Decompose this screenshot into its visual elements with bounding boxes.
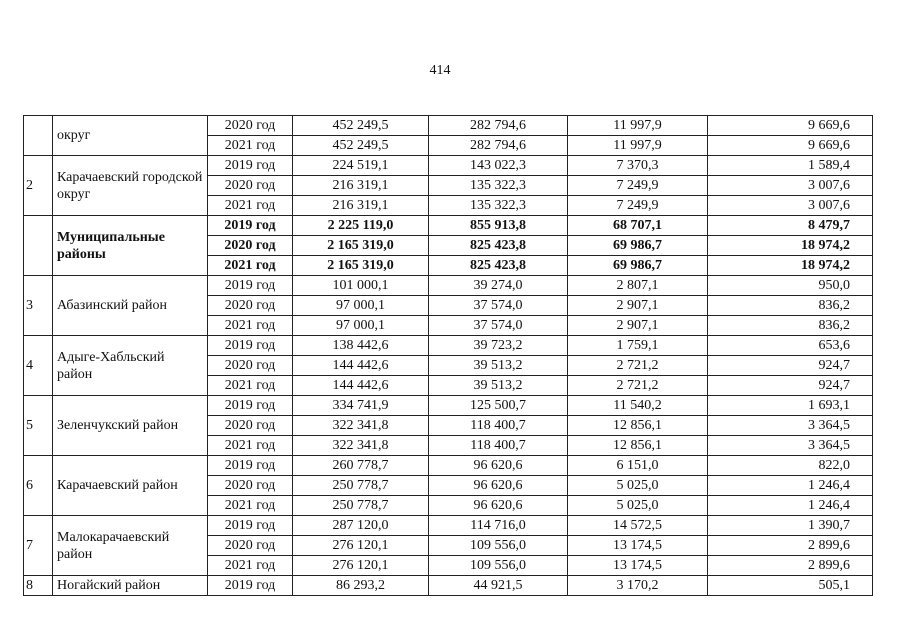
value-cell-1: 276 120,1 <box>293 536 429 556</box>
row-number-cell: 7 <box>24 516 53 576</box>
district-name-cell: Карачаевский район <box>53 456 208 516</box>
year-cell: 2019 год <box>208 156 293 176</box>
value-cell-3: 7 249,9 <box>568 196 708 216</box>
value-cell-4: 8 479,7 <box>708 216 873 236</box>
value-cell-2: 96 620,6 <box>429 496 568 516</box>
value-cell-4: 1 693,1 <box>708 396 873 416</box>
row-number-cell <box>24 116 53 156</box>
district-name-cell: Ногайский район <box>53 576 208 596</box>
value-cell-4: 924,7 <box>708 356 873 376</box>
row-number-cell: 4 <box>24 336 53 396</box>
table-row <box>24 456 873 476</box>
value-cell-1: 2 225 119,0 <box>293 216 429 236</box>
value-cell-1: 322 341,8 <box>293 436 429 456</box>
year-cell: 2020 год <box>208 356 293 376</box>
value-cell-4: 950,0 <box>708 276 873 296</box>
year-cell: 2021 год <box>208 196 293 216</box>
value-cell-1: 260 778,7 <box>293 456 429 476</box>
value-cell-2: 825 423,8 <box>429 236 568 256</box>
year-cell: 2020 год <box>208 236 293 256</box>
value-cell-1: 452 249,5 <box>293 136 429 156</box>
value-cell-1: 216 319,1 <box>293 176 429 196</box>
table-row <box>24 336 873 356</box>
year-cell: 2019 год <box>208 576 293 596</box>
value-cell-2: 96 620,6 <box>429 476 568 496</box>
value-cell-4: 3 364,5 <box>708 416 873 436</box>
value-cell-2: 118 400,7 <box>429 436 568 456</box>
value-cell-4: 9 669,6 <box>708 116 873 136</box>
district-name-cell: Карачаевский городской округ <box>53 156 208 216</box>
district-name-cell: Муниципальные районы <box>53 216 208 276</box>
value-cell-1: 101 000,1 <box>293 276 429 296</box>
table-row <box>24 276 873 296</box>
table-row <box>24 116 873 136</box>
value-cell-3: 2 907,1 <box>568 296 708 316</box>
value-cell-4: 836,2 <box>708 296 873 316</box>
value-cell-3: 69 986,7 <box>568 236 708 256</box>
year-cell: 2020 год <box>208 416 293 436</box>
value-cell-3: 14 572,5 <box>568 516 708 536</box>
value-cell-1: 250 778,7 <box>293 496 429 516</box>
year-cell: 2021 год <box>208 136 293 156</box>
year-cell: 2021 год <box>208 316 293 336</box>
value-cell-1: 322 341,8 <box>293 416 429 436</box>
value-cell-4: 822,0 <box>708 456 873 476</box>
value-cell-3: 12 856,1 <box>568 436 708 456</box>
value-cell-4: 836,2 <box>708 316 873 336</box>
value-cell-1: 86 293,2 <box>293 576 429 596</box>
value-cell-2: 114 716,0 <box>429 516 568 536</box>
value-cell-1: 144 442,6 <box>293 356 429 376</box>
value-cell-1: 97 000,1 <box>293 316 429 336</box>
year-cell: 2019 год <box>208 216 293 236</box>
value-cell-3: 11 540,2 <box>568 396 708 416</box>
district-name-cell: округ <box>53 116 208 156</box>
value-cell-3: 6 151,0 <box>568 456 708 476</box>
value-cell-2: 118 400,7 <box>429 416 568 436</box>
value-cell-1: 452 249,5 <box>293 116 429 136</box>
value-cell-2: 825 423,8 <box>429 256 568 276</box>
value-cell-4: 1 589,4 <box>708 156 873 176</box>
value-cell-1: 287 120,0 <box>293 516 429 536</box>
value-cell-1: 97 000,1 <box>293 296 429 316</box>
value-cell-2: 135 322,3 <box>429 176 568 196</box>
value-cell-3: 69 986,7 <box>568 256 708 276</box>
value-cell-3: 2 907,1 <box>568 316 708 336</box>
district-name-cell: Абазинский район <box>53 276 208 336</box>
value-cell-4: 18 974,2 <box>708 236 873 256</box>
value-cell-1: 138 442,6 <box>293 336 429 356</box>
value-cell-2: 135 322,3 <box>429 196 568 216</box>
value-cell-3: 7 249,9 <box>568 176 708 196</box>
district-name-cell: Адыге-Хабльский район <box>53 336 208 396</box>
district-name-cell: Малокарачаевский район <box>53 516 208 576</box>
value-cell-2: 109 556,0 <box>429 536 568 556</box>
value-cell-2: 37 574,0 <box>429 296 568 316</box>
value-cell-2: 39 513,2 <box>429 376 568 396</box>
table-row <box>24 516 873 536</box>
year-cell: 2019 год <box>208 396 293 416</box>
value-cell-1: 250 778,7 <box>293 476 429 496</box>
value-cell-2: 39 723,2 <box>429 336 568 356</box>
value-cell-4: 505,1 <box>708 576 873 596</box>
table-body <box>24 116 873 596</box>
value-cell-1: 216 319,1 <box>293 196 429 216</box>
year-cell: 2021 год <box>208 496 293 516</box>
table-row <box>24 156 873 176</box>
value-cell-4: 3 007,6 <box>708 176 873 196</box>
year-cell: 2020 год <box>208 536 293 556</box>
value-cell-2: 96 620,6 <box>429 456 568 476</box>
year-cell: 2021 год <box>208 256 293 276</box>
row-number-cell: 2 <box>24 156 53 216</box>
row-number-cell <box>24 216 53 276</box>
value-cell-4: 3 364,5 <box>708 436 873 456</box>
value-cell-1: 144 442,6 <box>293 376 429 396</box>
value-cell-1: 276 120,1 <box>293 556 429 576</box>
value-cell-4: 3 007,6 <box>708 196 873 216</box>
value-cell-2: 125 500,7 <box>429 396 568 416</box>
year-cell: 2020 год <box>208 296 293 316</box>
value-cell-3: 5 025,0 <box>568 496 708 516</box>
value-cell-3: 13 174,5 <box>568 536 708 556</box>
value-cell-3: 2 721,2 <box>568 376 708 396</box>
value-cell-4: 9 669,6 <box>708 136 873 156</box>
page-number: 414 <box>429 63 451 78</box>
value-cell-4: 1 246,4 <box>708 496 873 516</box>
row-number-cell: 6 <box>24 456 53 516</box>
value-cell-3: 3 170,2 <box>568 576 708 596</box>
row-number-cell: 8 <box>24 576 53 596</box>
value-cell-3: 12 856,1 <box>568 416 708 436</box>
value-cell-2: 143 022,3 <box>429 156 568 176</box>
value-cell-3: 11 997,9 <box>568 116 708 136</box>
value-cell-1: 2 165 319,0 <box>293 256 429 276</box>
value-cell-2: 37 574,0 <box>429 316 568 336</box>
value-cell-2: 109 556,0 <box>429 556 568 576</box>
value-cell-2: 855 913,8 <box>429 216 568 236</box>
value-cell-2: 44 921,5 <box>429 576 568 596</box>
table-row <box>24 396 873 416</box>
value-cell-1: 334 741,9 <box>293 396 429 416</box>
value-cell-4: 2 899,6 <box>708 556 873 576</box>
value-cell-4: 653,6 <box>708 336 873 356</box>
value-cell-3: 2 721,2 <box>568 356 708 376</box>
value-cell-3: 7 370,3 <box>568 156 708 176</box>
value-cell-3: 5 025,0 <box>568 476 708 496</box>
table-row <box>24 216 873 236</box>
value-cell-3: 1 759,1 <box>568 336 708 356</box>
year-cell: 2019 год <box>208 456 293 476</box>
year-cell: 2020 год <box>208 116 293 136</box>
value-cell-2: 39 274,0 <box>429 276 568 296</box>
year-cell: 2021 год <box>208 556 293 576</box>
table-row <box>24 576 873 596</box>
year-cell: 2020 год <box>208 476 293 496</box>
value-cell-4: 2 899,6 <box>708 536 873 556</box>
row-number-cell: 5 <box>24 396 53 456</box>
budget-table <box>23 115 873 596</box>
value-cell-4: 924,7 <box>708 376 873 396</box>
value-cell-4: 18 974,2 <box>708 256 873 276</box>
value-cell-1: 224 519,1 <box>293 156 429 176</box>
value-cell-4: 1 246,4 <box>708 476 873 496</box>
year-cell: 2021 год <box>208 376 293 396</box>
year-cell: 2019 год <box>208 516 293 536</box>
value-cell-3: 2 807,1 <box>568 276 708 296</box>
value-cell-3: 68 707,1 <box>568 216 708 236</box>
district-name-cell: Зеленчукский район <box>53 396 208 456</box>
year-cell: 2020 год <box>208 176 293 196</box>
value-cell-3: 11 997,9 <box>568 136 708 156</box>
value-cell-4: 1 390,7 <box>708 516 873 536</box>
year-cell: 2021 год <box>208 436 293 456</box>
value-cell-2: 282 794,6 <box>429 136 568 156</box>
row-number-cell: 3 <box>24 276 53 336</box>
value-cell-2: 282 794,6 <box>429 116 568 136</box>
value-cell-3: 13 174,5 <box>568 556 708 576</box>
year-cell: 2019 год <box>208 276 293 296</box>
value-cell-2: 39 513,2 <box>429 356 568 376</box>
value-cell-1: 2 165 319,0 <box>293 236 429 256</box>
year-cell: 2019 год <box>208 336 293 356</box>
